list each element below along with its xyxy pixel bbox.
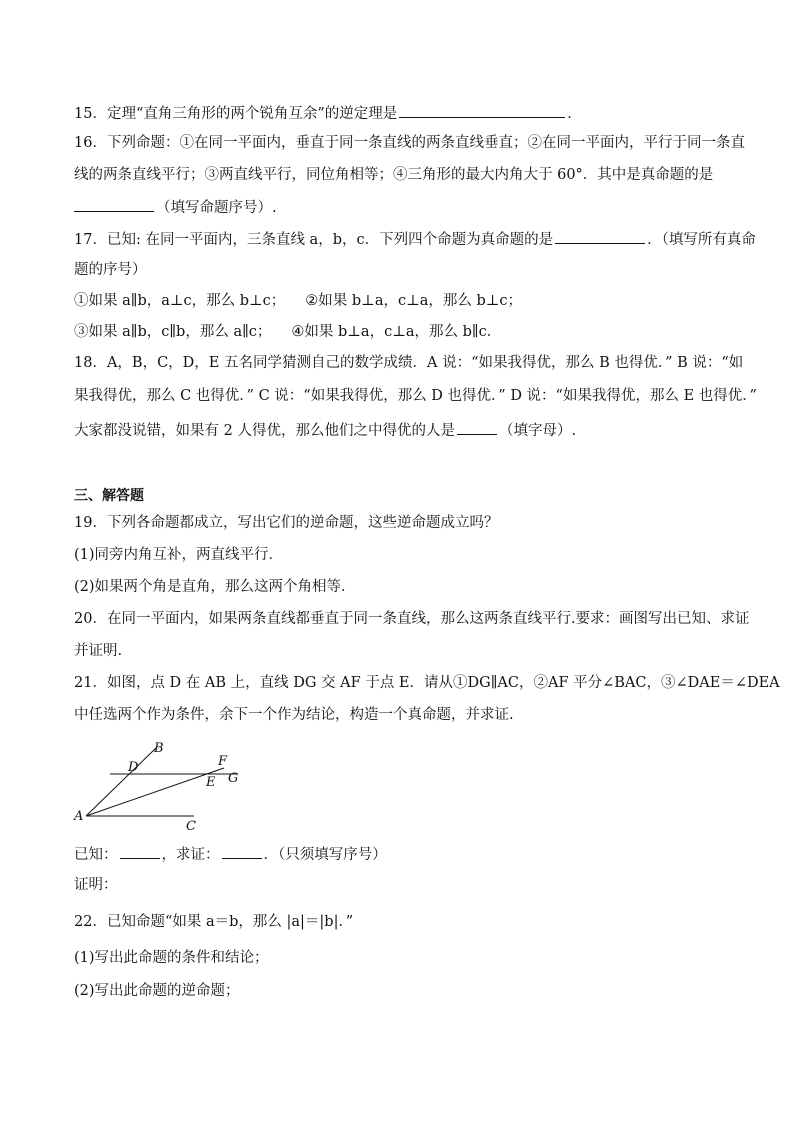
question-16-line-2: 线的两条直线平行；③两直线平行，同位角相等；④三角形的最大内角大于 60°．其中是真命题的是 [74, 167, 714, 183]
q18-answer-blank[interactable] [457, 419, 497, 435]
q17-text-end: ．（填写所有真命 [647, 232, 756, 248]
question-22-sub-2: (2)写出此命题的逆命题； [74, 983, 240, 999]
q17-answer-blank[interactable] [555, 228, 645, 244]
question-21-line-2: 中任选两个作为条件，余下一个作为结论，构造一个真命题，并求证. [74, 707, 514, 723]
question-19-sub-2: (2)如果两个角是直角，那么这两个角相等． [74, 579, 356, 595]
q21-prove-blank[interactable] [222, 843, 262, 859]
q21-known-label: 已知： [74, 847, 118, 863]
q17-option-4: ④如果 b⊥a，c⊥a，那么 b∥c． [291, 324, 502, 340]
q17-option-1: ①如果 a∥b，a⊥c，那么 b⊥c； [74, 293, 286, 309]
q15-text-end: ． [567, 106, 582, 122]
label-E: E [206, 775, 216, 790]
question-19-line-1: 19．下列各命题都成立，写出它们的逆命题，这些逆命题成立吗？ [74, 515, 499, 531]
question-16-line-1: 16．下列命题：①在同一平面内，垂直于同一条直线的两条直线垂直；②在同一平面内，平行于同一条直 [74, 135, 745, 151]
question-21-line-1: 21．如图，点 D 在 AB 上，直线 DG 交 AF 于点 E．请从①DG∥AC，②AF 平分∠BAC，③∠DAE＝∠DEA [74, 675, 780, 691]
q15-text: 15．定理“直角三角形的两个锐角互余”的逆定理是 [74, 106, 398, 122]
question-19-sub-1: (1)同旁内角互补，两直线平行． [74, 547, 284, 563]
question-21-known-prove [74, 843, 724, 865]
label-D: D [128, 760, 139, 775]
question-22-line-1: 22．已知命题“如果 a＝b，那么 |a|＝|b|．” [74, 914, 354, 930]
question-20-line-2: 并证明. [74, 643, 123, 659]
label-A: A [74, 809, 84, 824]
label-F: F [218, 754, 228, 769]
question-15 [74, 102, 724, 124]
q18-text-end: （填字母）. [498, 423, 577, 439]
question-17-options-row-2 [74, 322, 724, 342]
label-C: C [186, 819, 196, 834]
q21-prove-label: ，求证： [161, 847, 220, 863]
question-16-line-3 [74, 196, 724, 218]
question-20-line-1: 20．在同一平面内，如果两条直线都垂直于同一条直线，那么这两条直线平行.要求：画图写出已知、求证 [74, 611, 750, 627]
question-18-line-1: 18．A，B，C，D，E 五名同学猜测自己的数学成绩．A 说：“如果我得优，那么 B 也得优．” B 说：“如 [74, 355, 744, 371]
q21-note: ．（只须填写序号） [263, 847, 387, 863]
question-18-line-2: 果我得优，那么 C 也得优．” C 说：“如果我得优，那么 D 也得优．” D 说：“如果我得优，那么 E 也得优．” [74, 388, 757, 404]
q16-text-end: （填写命题序号）. [156, 200, 277, 216]
question-18-line-3 [74, 419, 724, 441]
q17-text: 17．已知: 在同一平面内，三条直线 a，b，c．下列四个命题为真命题的是 [74, 232, 554, 248]
label-B: B [154, 741, 164, 756]
q16-answer-blank[interactable] [74, 196, 154, 212]
line-AB [86, 748, 156, 816]
q15-answer-blank[interactable] [399, 102, 565, 118]
question-17-line-1 [74, 228, 756, 250]
section-heading: 三、解答题 [74, 488, 144, 504]
line-AF [86, 768, 224, 816]
q18-text: 大家都没说错，如果有 2 人得优，那么他们之中得优的人是 [74, 423, 455, 439]
question-17-line-2: 题的序号） [74, 262, 147, 278]
question-21-proof-label: 证明： [74, 877, 118, 893]
q17-option-3: ③如果 a∥b，c∥b，那么 a∥c； [74, 324, 272, 340]
geometry-figure [70, 736, 270, 836]
q21-known-blank[interactable] [120, 843, 160, 859]
label-G: G [228, 771, 239, 786]
question-17-options-row-1 [74, 291, 724, 311]
question-22-sub-1: (1)写出此命题的条件和结论； [74, 950, 269, 966]
q17-option-2: ②如果 b⊥a，c⊥a，那么 b⊥c； [305, 293, 523, 309]
